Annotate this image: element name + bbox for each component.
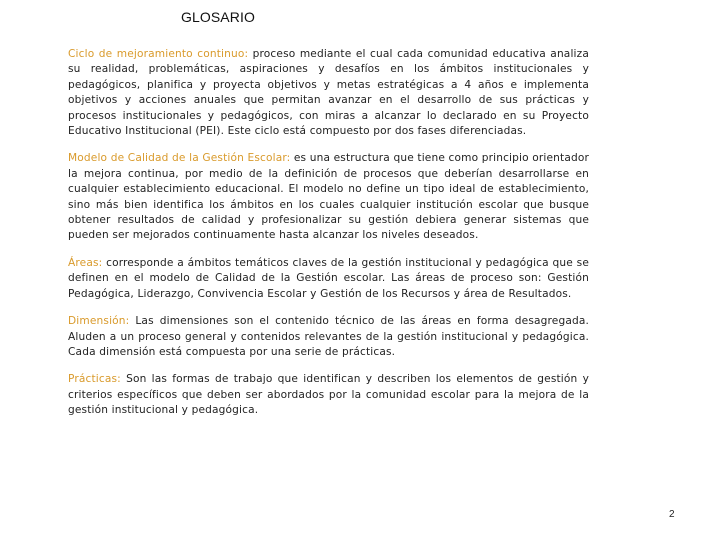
glossary-term: Áreas: xyxy=(68,256,103,269)
glossary-definition: proceso mediante el cual cada comunidad educativa analiza su realidad, problemáticas, aspiraciones y desafíos en los ámbitos institucionales y pedagógicos, planifica y proyecta objetivos y metas estratégicas a 4 años e implementa objetivos y acciones anuales que permitan avanzar en el desarrollo de sus prácticas y procesos institucionales y pedagógicos, con miras a alcanzar lo declarado en su Proyecto Educativo Institucional (PEI). Este ciclo está compuesto por dos fases diferenciadas. xyxy=(68,48,589,138)
glossary-term: Ciclo de mejoramiento continuo: xyxy=(68,48,249,60)
glossary-list xyxy=(68,47,589,431)
page-title: GLOSARIO xyxy=(181,9,255,25)
glossary-definition: Son las formas de trabajo que identifican y describen los elementos de gestión y criterios específicos que deben ser abordados por la comunidad escolar para la mejora de la gestión institucional y pedagógica. xyxy=(68,373,589,417)
glossary-entry-areas xyxy=(68,256,589,302)
glossary-term: Dimensión: xyxy=(68,315,130,328)
page-number: 2 xyxy=(669,509,675,520)
glossary-entry-dimension xyxy=(68,314,589,360)
glossary-entry-ciclo xyxy=(68,47,589,139)
glossary-definition: es una estructura que tiene como principio orientador la mejora continua, por medio de la definición de procesos que deberían desarrollarse en cualquier establecimiento educacional. El modelo no define un tipo ideal de establecimiento, sino más bien identifica los ámbitos en los cuales cualquier institución escolar que busque obtener resultados de calidad y profesionalizar su gestión debiera generar sistemas que pueden ser mejorados continuamente hasta alcanzar los niveles deseados. xyxy=(68,152,589,242)
glossary-entry-practicas xyxy=(68,372,589,418)
glossary-definition: Las dimensiones son el contenido técnico de las áreas en forma desagregada. Aluden a un proceso general y contenidos relevantes de la gestión institucional y pedagógica. Cada dimensión está compuesta por una serie de prácticas. xyxy=(68,315,589,358)
glossary-term: Modelo de Calidad de la Gestión Escolar: xyxy=(68,152,291,165)
glossary-definition: corresponde a ámbitos temáticos claves de la gestión institucional y pedagógica que se definen en el modelo de Calidad de la Gestión escolar. Las áreas de proceso son: Gestión Pedagógica, Liderazgo, Convivencia Escolar y Gestión de los Recursos y área de Resultados. xyxy=(68,256,589,300)
glossary-term: Prácticas: xyxy=(68,373,121,386)
glossary-entry-modelo xyxy=(68,151,589,243)
